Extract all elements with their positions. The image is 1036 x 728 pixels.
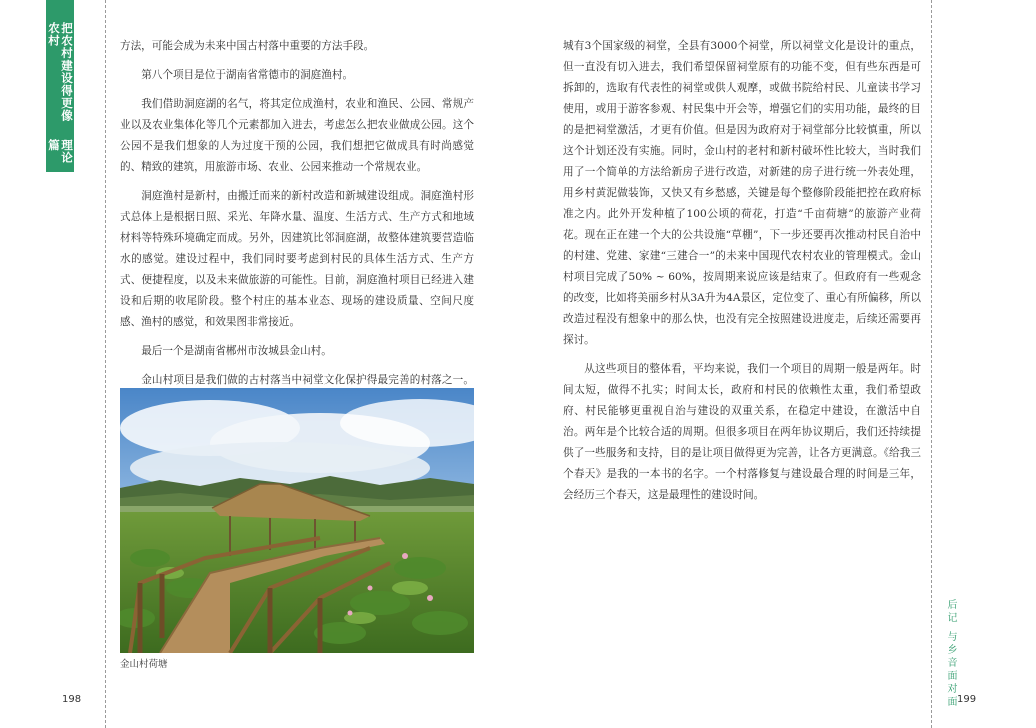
right-dashed-rule [931, 0, 932, 728]
paragraph: 第八个项目是位于湖南省常德市的洞庭渔村。 [141, 69, 354, 81]
paragraph: 方法，可能会成为未来中国古村落中重要的方法手段。 [120, 40, 375, 52]
paragraph: 从这些项目的整体看，平均来说，我们一个项目的周期一般是两年。时间太短，做得不扎实；时间太长，政府和村民的依赖性太重，我们希望政府、村民能够更重视自治与建设的双重关系，在稳定中建设，在激活中自治。两年是个比较合适的周期。但很多项目在两年协议期后，我们还持续提供了一些服务和支持，目的是让项目做得更为完善，让各方更满意。《给我三个春天》是我的一本书的名字。一个村落修复与建设最合理的时间是三年，会经历三个春天，这是最理性的建设时间。 [563, 363, 921, 501]
chapter-tab-title: 把农村建设得更像农村 [47, 22, 74, 122]
page-number-right: 199 [957, 694, 977, 705]
page-number-left: 198 [62, 694, 82, 705]
chapter-tab-section: 理论篇 [47, 139, 74, 164]
photo-caption: 金山村荷塘 [120, 659, 168, 670]
paragraph: 金山村项目是我们做的古村落当中祠堂文化保护得最完善的村落之一。 [141, 374, 474, 386]
paragraph: 洞庭渔村是新村，由搬迁而来的新村改造和新城建设组成。洞庭渔村形式总体上是根据日照、采光、年降水量、温度、生活方式、生产方式和地域材料等特殊环境确定而成。另外，因建筑比邻洞庭湖，故整体建筑要营造临水的感觉。建设过程中，我们同时要考虑到村民的具体生活方式、生产方式、便捷程度，以及未来做旅游的可能性。目前，洞庭渔村项目已经进入建设和后期的收尾阶段。整个村庄的基本业态、现场的建设质量、空间尺度感、渔村的感觉，和效果图非常接近。 [120, 190, 474, 328]
right-page-text [563, 36, 921, 514]
left-dashed-rule [105, 0, 106, 728]
running-head: 后记 与乡音面对面 [945, 599, 956, 710]
left-page-text [120, 36, 474, 420]
paragraph: 城有3个国家级的祠堂，全县有3000个祠堂，所以祠堂文化是设计的重点，但一直没有切入进去，我们希望保留祠堂原有的功能不变，但有些东西是可拆卸的，选取有代表性的祠堂或供人观摩，或做书院给村民、儿童读书学习使用，或用于游客参观、村民集中开会等，增强它们的实用功能，最终的目的是把祠堂激活，才更有价值。但是因为政府对于祠堂部分比较慎重，所以这个计划还没有实施。同时，金山村的老村和新村破坏性比较大，当时我们用了一个简单的方法给新房子进行改造，对新建的房子进行统一外表处理，用乡村黄泥做装饰，又快又有乡愁感，关键是每个整修阶段能把控在政府标准之内。此外开发种植了100公顷的荷花，打造“千亩荷塘”的旅游产业荷花。现在正在建一个大的公共设施“草棚”，下一步还要再次推动村民自治中的村建、党建、家建“三建合一”的未来中国现代农村农业的管理模式。金山村项目完成了50% ~ 60%，按周期来说应该是结束了。但政府有一些观念的改变，比如将美丽乡村从3A升为4A景区，定位变了、重心有所偏移，所以改造过程没有想象中的那么快，也没有完全按照建设进度走，后续还需要再探讨。 [563, 40, 921, 346]
paragraph: 最后一个是湖南省郴州市汝城县金山村。 [141, 345, 332, 357]
photo-illustration [120, 388, 474, 653]
paragraph: 我们借助洞庭湖的名气，将其定位成渔村，农业和渔民、公园、常规产业以及农业集体化等几个元素都加入进去，考虑怎么把农业做成公园。这个公园不是我们想象的人为过度干预的公园，我们想把它做成具有时尚感觉的、精致的建筑，用旅游市场、农业、公园来推动一个常规农业。 [120, 98, 474, 173]
chapter-tab [46, 0, 74, 172]
lotus-pond-photo [120, 388, 474, 653]
